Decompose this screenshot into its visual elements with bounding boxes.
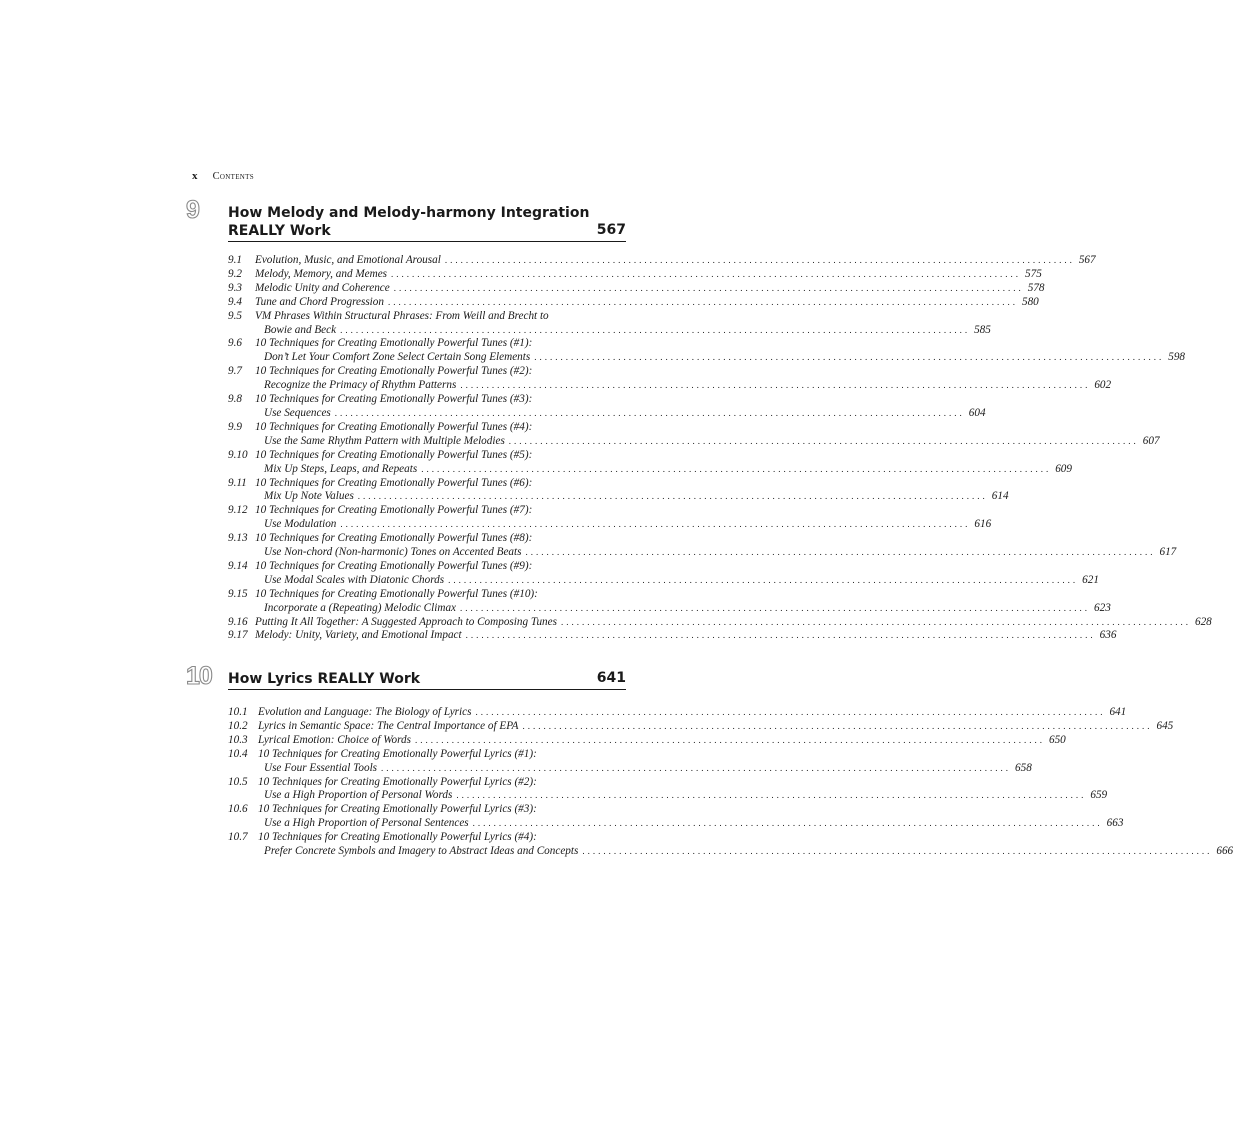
- section-page: 604: [968, 406, 986, 419]
- dot-leader: ........................................................................................................................: [560, 616, 1191, 627]
- section-page: 666: [1216, 845, 1233, 858]
- chapter-heading[interactable]: [228, 204, 626, 242]
- section-page: 623: [1094, 601, 1111, 614]
- section-title: 10 Techniques for Creating Emotionally Powerful Tunes (#1):: [255, 337, 533, 350]
- section-title: 10 Techniques for Creating Emotionally Powerful Tunes (#6):: [255, 476, 533, 489]
- toc-entry[interactable]: [228, 337, 1185, 365]
- chapter-title-line1: How Melody and Melody-harmony Integration: [228, 205, 590, 221]
- section-number: 10.7: [228, 831, 248, 844]
- running-head: [192, 170, 254, 182]
- toc-entry[interactable]: [228, 733, 1066, 748]
- section-title: 10 Techniques for Creating Emotionally Powerful Tunes (#2):: [255, 365, 533, 378]
- section-number: 9.5: [228, 309, 242, 322]
- section-page: 567: [1078, 254, 1096, 266]
- entry-list: [228, 254, 1212, 643]
- section-number: 9.8: [228, 393, 242, 406]
- chapter-number: 9: [186, 196, 199, 224]
- toc-entry[interactable]: [228, 448, 1072, 477]
- section-title: Melody: Unity, Variety, and Emotional Impact: [255, 629, 462, 642]
- section-title: 10 Techniques for Creating Emotionally Powerful Tunes (#10):: [255, 587, 538, 600]
- section-number: 10.3: [228, 733, 248, 746]
- section-number: 9.9: [228, 420, 242, 433]
- section-page: 598: [1168, 351, 1185, 364]
- section-page: 658: [1015, 761, 1032, 774]
- section-title-continued: Mix Up Steps, Leaps, and Repeats: [264, 462, 418, 475]
- entry-list: [228, 706, 1233, 859]
- running-head-label: Contents: [212, 171, 254, 182]
- section-number: 9.14: [228, 559, 248, 572]
- toc-entry[interactable]: [228, 719, 1174, 734]
- section-title: 10 Techniques for Creating Emotionally Powerful Lyrics (#4):: [258, 831, 537, 844]
- section-title: 10 Techniques for Creating Emotionally Powerful Tunes (#5):: [255, 448, 533, 461]
- section-title: 10 Techniques for Creating Emotionally Powerful Lyrics (#2):: [258, 775, 537, 788]
- section-number: 9.3: [228, 281, 242, 294]
- toc-entry[interactable]: [228, 281, 1045, 296]
- section-title: Evolution, Music, and Emotional Arousal: [255, 254, 441, 266]
- section-title: Melodic Unity and Coherence: [255, 281, 390, 294]
- section-number: 10.5: [228, 775, 248, 788]
- dot-leader: ........................................................................................................................: [387, 296, 1018, 307]
- section-title: 10 Techniques for Creating Emotionally Powerful Tunes (#9):: [255, 559, 533, 572]
- section-title-continued: Use Four Essential Tools: [264, 761, 378, 774]
- chapter-10: [186, 662, 1233, 859]
- dot-leader: ........................................................................................................................: [391, 268, 1022, 279]
- section-page: 614: [991, 490, 1009, 503]
- section-title-continued: Mix Up Note Values: [264, 490, 354, 503]
- section-title: Lyrics in Semantic Space: The Central Importance of EPA: [258, 719, 519, 732]
- toc-entry[interactable]: [228, 532, 1177, 560]
- toc-entry[interactable]: [228, 559, 1099, 588]
- section-number: 9.1: [228, 254, 242, 266]
- section-page: 636: [1099, 629, 1117, 642]
- toc-entry[interactable]: [228, 803, 1124, 831]
- section-title: VM Phrases Within Structural Phrases: From Weill and Brecht to: [255, 309, 549, 322]
- toc-entry[interactable]: [228, 747, 1032, 776]
- section-number: 10.4: [228, 747, 248, 760]
- chapter-page: 641: [596, 670, 626, 686]
- section-page: 602: [1094, 379, 1112, 392]
- section-title-continued: Use Modulation: [264, 518, 337, 531]
- toc-entry[interactable]: [228, 615, 1212, 630]
- section-page: 578: [1027, 281, 1045, 294]
- toc-entry[interactable]: [228, 629, 1117, 643]
- dot-leader: ........................................................................................................................: [465, 630, 1096, 641]
- section-page: 616: [974, 518, 992, 531]
- dot-leader: ........................................................................................................................: [448, 574, 1079, 585]
- dot-leader: ........................................................................................................................: [582, 846, 1213, 857]
- section-title-continued: Use Modal Scales with Diatonic Chords: [264, 573, 445, 586]
- section-page: 617: [1159, 546, 1177, 559]
- section-title-continued: Bowie and Beck: [264, 323, 337, 336]
- dot-leader: ........................................................................................................................: [340, 519, 971, 530]
- section-title: Evolution and Language: The Biology of Lyrics: [258, 706, 472, 718]
- section-page: 580: [1021, 295, 1039, 308]
- section-title-continued: Incorporate a (Repeating) Melodic Climax: [264, 601, 457, 614]
- dot-leader: ........................................................................................................................: [534, 352, 1165, 363]
- dot-leader: ........................................................................................................................: [334, 407, 965, 418]
- toc-entry[interactable]: [228, 309, 991, 338]
- section-number: 9.10: [228, 448, 248, 461]
- page-folio: x: [192, 170, 198, 182]
- section-number: 9.17: [228, 629, 248, 642]
- section-title: Lyrical Emotion: Choice of Words: [258, 733, 411, 746]
- section-title: 10 Techniques for Creating Emotionally Powerful Tunes (#4):: [255, 420, 533, 433]
- section-number: 9.6: [228, 337, 242, 350]
- dot-leader: ........................................................................................................................: [475, 707, 1106, 717]
- dot-leader: ........................................................................................................................: [460, 602, 1091, 613]
- dot-leader: ........................................................................................................................: [414, 734, 1045, 745]
- section-page: 607: [1142, 434, 1160, 447]
- section-number: 9.16: [228, 615, 248, 628]
- section-number: 9.13: [228, 532, 248, 545]
- toc-entry[interactable]: [228, 295, 1039, 310]
- toc-entry[interactable]: [228, 420, 1160, 449]
- section-title: 10 Techniques for Creating Emotionally Powerful Tunes (#3):: [255, 393, 533, 406]
- dot-leader: ........................................................................................................................: [393, 282, 1024, 293]
- dot-leader: ........................................................................................................................: [340, 324, 971, 335]
- dot-leader: ........................................................................................................................: [421, 463, 1052, 474]
- chapter-9: [186, 196, 1212, 643]
- section-title-continued: Recognize the Primacy of Rhythm Patterns: [264, 379, 457, 392]
- dot-leader: ........................................................................................................................: [456, 790, 1087, 801]
- section-number: 9.4: [228, 295, 242, 308]
- section-title: Tune and Chord Progression: [255, 295, 384, 308]
- section-page: 628: [1194, 615, 1212, 628]
- section-title-continued: Use a High Proportion of Personal Words: [264, 789, 453, 802]
- dot-leader: ........................................................................................................................: [381, 762, 1012, 773]
- chapter-title-line1: How Lyrics REALLY Work: [228, 671, 421, 687]
- section-page: 585: [974, 323, 991, 336]
- section-title-continued: Use Sequences: [264, 406, 331, 419]
- dot-leader: ........................................................................................................................: [357, 491, 988, 502]
- toc-entry[interactable]: [228, 706, 1127, 720]
- dot-leader: ........................................................................................................................: [460, 380, 1091, 391]
- section-title-continued: Prefer Concrete Symbols and Imagery to Abstract Ideas and Concepts: [264, 845, 579, 858]
- section-number: 10.6: [228, 803, 248, 816]
- section-page: 663: [1106, 817, 1124, 830]
- section-page: 621: [1082, 573, 1099, 586]
- toc-entry[interactable]: [228, 831, 1233, 859]
- section-page: 575: [1025, 267, 1042, 280]
- section-number: 9.12: [228, 504, 248, 517]
- chapter-title-line2: REALLY Work: [228, 223, 331, 239]
- section-number: 9.11: [228, 476, 247, 489]
- chapter-number: 10: [186, 662, 212, 690]
- section-title-continued: Use a High Proportion of Personal Sentences: [264, 817, 469, 830]
- toc-entry[interactable]: [228, 476, 1009, 505]
- section-title: 10 Techniques for Creating Emotionally Powerful Tunes (#8):: [255, 532, 533, 545]
- section-page: 650: [1048, 733, 1066, 746]
- section-number: 9.15: [228, 587, 248, 600]
- toc-entry[interactable]: [228, 393, 986, 421]
- section-number: 9.2: [228, 267, 242, 280]
- dot-leader: ........................................................................................................................: [522, 720, 1153, 731]
- section-title: Melody, Memory, and Memes: [255, 267, 388, 280]
- section-title: 10 Techniques for Creating Emotionally Powerful Tunes (#7):: [255, 504, 533, 517]
- dot-leader: ........................................................................................................................: [444, 255, 1075, 265]
- section-title: 10 Techniques for Creating Emotionally Powerful Lyrics (#3):: [258, 803, 537, 816]
- section-number: 9.7: [228, 365, 242, 378]
- dot-leader: ........................................................................................................................: [508, 435, 1139, 446]
- toc-entry[interactable]: [228, 775, 1108, 804]
- section-title-continued: Use Non-chord (Non-harmonic) Tones on Accented Beats: [264, 546, 522, 559]
- section-title-continued: Don’t Let Your Comfort Zone Select Certain Song Elements: [264, 351, 531, 364]
- chapter-heading[interactable]: [228, 670, 626, 690]
- toc-entry[interactable]: [228, 587, 1111, 616]
- chapter-page: 567: [596, 222, 626, 238]
- section-number: 10.2: [228, 719, 248, 732]
- section-number: 10.1: [228, 706, 248, 718]
- toc-entry[interactable]: [228, 365, 1112, 393]
- section-page: 645: [1156, 719, 1174, 732]
- section-page: 641: [1109, 706, 1127, 718]
- section-title: 10 Techniques for Creating Emotionally Powerful Lyrics (#1):: [258, 747, 537, 760]
- section-title-continued: Use the Same Rhythm Pattern with Multiple Melodies: [264, 434, 505, 447]
- dot-leader: ........................................................................................................................: [472, 818, 1103, 829]
- section-title: Putting It All Together: A Suggested Approach to Composing Tunes: [255, 615, 557, 628]
- toc-entry[interactable]: [228, 267, 1042, 282]
- section-page: 609: [1055, 462, 1072, 475]
- dot-leader: ........................................................................................................................: [525, 547, 1156, 558]
- section-page: 659: [1090, 789, 1108, 802]
- toc-entry[interactable]: [228, 504, 992, 532]
- toc-entry[interactable]: [228, 254, 1096, 268]
